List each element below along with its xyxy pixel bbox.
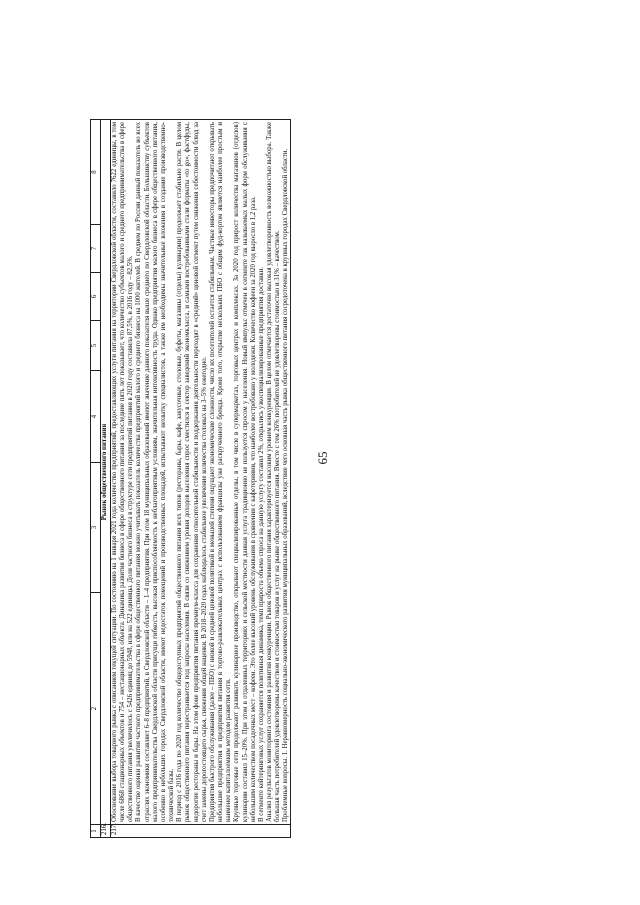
column-header: 2 bbox=[91, 593, 101, 825]
column-header: 1 bbox=[91, 825, 101, 838]
column-header: 8 bbox=[91, 120, 101, 225]
column-header: 4 bbox=[91, 371, 101, 463]
document-table bbox=[90, 119, 291, 838]
row-number: 216. bbox=[101, 825, 111, 838]
row-number: 217. bbox=[111, 825, 291, 838]
paragraph: Предприятия быстрого обслуживания (далее – ПБО) с низкой и средней ценовой политикой в меньшей степени ощущают экономические сложности, число их посетителей остается стабильным. Частные инвесторы предпочитают открывать небольшие предприятия и предприятия питания в торгово-развлекательных центрах с использованием франшизы уже раскрученного бренда. Кроме того, открытие нескольких ПБО с общим фуд-кортом является наиболее простым и наименее капиталоемким методом развития сети. bbox=[208, 122, 233, 822]
column-header: 7 bbox=[91, 225, 101, 273]
rotated-page-content bbox=[90, 120, 600, 838]
table-row bbox=[111, 120, 291, 838]
paragraph: В качестве оценки развития частного предпринимательства в сфере общественного питания можно учитывать показатель количества предприятий малого и среднего бизнеса на 1000 жителей. В среднем по России данный показатель во всех отраслях экономики составляет 6–8 предприятий, в Свердловской области – 1–4 предприятия. При этом 18 муниципальных образований имеют значение данного показателя выше среднего по Свердловской области. Большинству субъектов малого предпринимательства Свердловской области присущи гибкость, высокая приспособляемость к неблагоприятным условиям, значительная интенсивность труда. Однако предприятия малого бизнеса в сфере общественного питания, особенно в небольших городах Свердловской области, имеют недостаток помещений и производственных площадей, испытывают нехватку специалистов, а также им необходимы значительные вложения в создание производственно-технической базы. bbox=[135, 122, 176, 822]
paragraph: В период с 2016 года по 2020 год количество общедоступных предприятий общественного питания всех типов (рестораны, бары, кафе, закусочные, столовые, буфеты, магазины (отделы) кулинарии) продолжает стабильно расти. В целом рынок общественного питания перестраивается под запросы населения. В связи со снижением уровня доходов населения спрос сместился в сектор заведений экономкласса, и самыми востребованными стали форматы «to go», фастфуды, недорогие рестораны и бары. На этом фоне предприятия питания премиум-класса для сохранения относительной стабильности и поддержания деятельности переходят в «средний» ценовой сегмент путем снижения себестоимости блюд за счет замены дорогостоящего сырья, снижения общей наценки. В 2018–2020 годах наблюдалось стабильное увеличение количества столовых на 3–5% ежегодно. bbox=[176, 122, 208, 822]
column-header: 6 bbox=[91, 273, 101, 321]
row-text-cell bbox=[111, 120, 291, 825]
column-header: 3 bbox=[91, 463, 101, 593]
paragraph: Анализ результатов мониторинга состояния и развития конкуренции. Рынок общественного питания характеризуется высоким уровнем конкуренции. В целом отмечается достаточно высокая удовлетворенность возможностью выбора. Также большая часть потребителей удовлетворены качеством и стоимостью товаров и услуг на рынке общественного питания. Вместе с тем 26% потребителей не удовлетворены стоимостью и 31% – качеством. bbox=[265, 122, 282, 822]
section-title: Рынок общественного питания bbox=[101, 120, 111, 825]
table-header-row bbox=[91, 120, 101, 838]
table-row bbox=[101, 120, 111, 838]
paragraph: Обоснование выбора товарного рынка с описанием текущей ситуации. По состоянию на 1 января 2021 года количество предприятий, предоставляющих услуги питания на территории Свердловской области, составило 7622 единицы, в том числе 6868 стационарных объектов и 754 – нестационарных объекта. Динамика развития бизнеса в сфере общественного питания за последние пять лет показывает, что количество субъектов малого и среднего предпринимательства в сфере общественного питания увеличилось с 5426 единиц до 5948, или на 522 единицы. Доля частного бизнеса в структуре сети предприятий питания в 2020 году составила 87,5%, в 2016 году – 82,5%. bbox=[111, 122, 135, 822]
paragraph: В сегменте кейтеринговых услуг сохраняется позитивная динамика, темп прироста объема спроса на данную услугу составил 2%, открылись узкоспециализированные предприятия доставки. bbox=[257, 266, 265, 822]
paragraph: Проблемные вопросы. 1. Неравномерность социально-экономического развития муниципальных образований, вследствие чего основная часть рынка общественного питания сосредоточена в крупных городах Свердловской области. bbox=[282, 148, 290, 822]
page-number: 65 bbox=[315, 451, 330, 465]
paragraph: Крупные торговые сети продолжают развивать кулинарное производство, открывают специализированные отделы, в том числе в супермаркетах, торговых центрах и комплексах. За 2020 год прирост количества магазинов (отделов) кулинарии составил 15–20%. При этом в отдаленных территориях и сельской местности данная услуга традиционно не пользуется спросом у населения. Новый импульс отмечен в сегменте так называемых малых форм обслуживания с небольшим количеством посадочных мест – кофеен. Это более высокий уровень обслуживания в сравнении с кафетериями, что наиболее востребовано у молодежи. Количество кофеен за 2020 год выросло в 1,2 раза. bbox=[233, 122, 257, 822]
column-header: 5 bbox=[91, 321, 101, 371]
